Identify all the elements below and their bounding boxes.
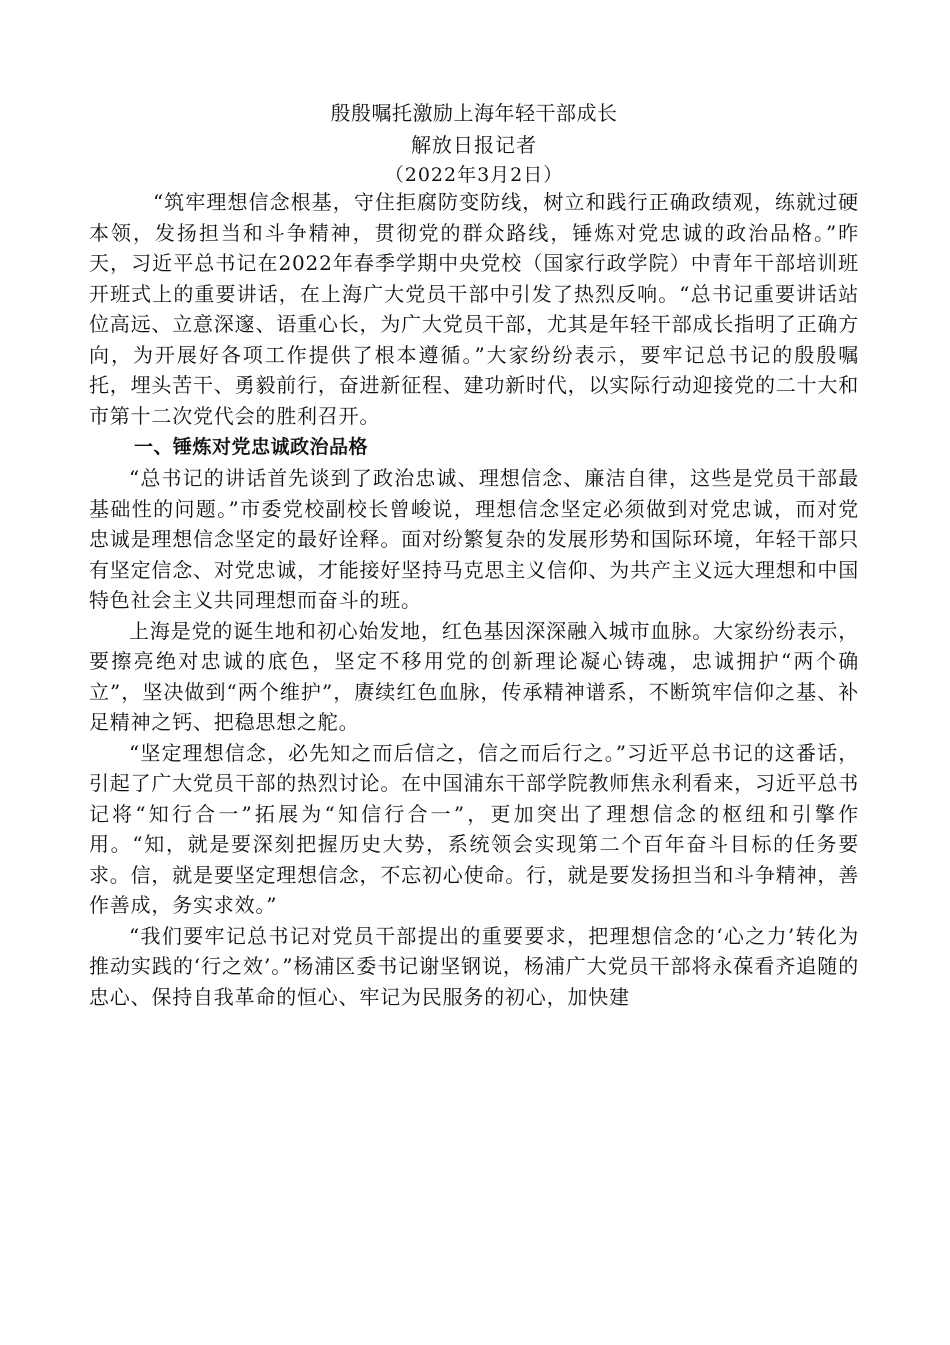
body-paragraph: 上海是党的诞生地和初心始发地，红色基因深深融入城市血脉。大家纷纷表示，要擦亮绝对忠诚的底色，坚定不移用党的创新理论凝心铸魂，忠诚拥护“两个确立”，坚决做到“两个维护”，赓续红色血脉，传承精神谱系，不断筑牢信仰之基、补足精神之钙、把稳思想之舵。 [89,618,859,734]
document-date: （2022年3月2日） [384,164,564,186]
body-paragraph: “我们要牢记总书记对党员干部提出的重要要求，把理想信念的‘心之力’转化为推动实践的‘行之效’。”杨浦区委书记谢坚钢说，杨浦广大党员干部将永葆看齐追随的忠心、保持自我革命的恒心、牢记为民服务的初心，加快建 [89,923,859,1009]
intro-paragraph: “筑牢理想信念根基，守住拒腐防变防线，树立和践行正确政绩观，练就过硬本领，发扬担当和斗争精神，贯彻党的群众路线，锤炼对党忠诚的政治品格。”昨天，习近平总书记在2022年春季学期中央党校（国家行政学院）中青年干部培训班开班式上的重要讲话，在上海广大党员干部中引发了热烈反响。“总书记重要讲话站位高远、立意深邃、语重心长，为广大党员干部，尤其是年轻干部成长指明了正确方向，为开展好各项工作提供了根本遵循。”大家纷纷表示，要牢记总书记的殷殷嘱托，埋头苦干、勇毅前行，奋进新征程、建功新时代，以实际行动迎接党的二十大和市第十二次党代会的胜利召开。 [89,190,859,428]
section-heading: 一、锤炼对党忠诚政治品格 [134,436,369,458]
body-paragraph: “总书记的讲话首先谈到了政治忠诚、理想信念、廉洁自律，这些是党员干部最基础性的问题。”市委党校副校长曾峻说，理想信念坚定必须做到对党忠诚，而对党忠诚是理想信念坚定的最好诠释。面对纷繁复杂的发展形势和国际环境，年轻干部只有坚定信念、对党忠诚，才能接好坚持马克思主义信仰、为共产主义远大理想和中国特色社会主义共同理想而奋斗的班。 [89,466,859,612]
document-author: 解放日报记者 [411,133,537,157]
document-title: 殷殷嘱托激励上海年轻干部成长 [330,101,618,125]
document-body [89,187,859,1012]
body-paragraph: “坚定理想信念，必先知之而后信之，信之而后行之。”习近平总书记的这番话，引起了广大党员干部的热烈讨论。在中国浦东干部学院教师焦永利看来，习近平总书记将“知行合一”拓展为“知信行合一”，更加突出了理想信念的枢纽和引擎作用。“知，就是要深刻把握历史大势，系统领会实现第二个百年奋斗目标的任务要求。信，就是要坚定理想信念，不忘初心使命。行，就是要发扬担当和斗争精神，善作善成，务实求效。” [89,740,859,917]
document-content [89,97,859,1012]
